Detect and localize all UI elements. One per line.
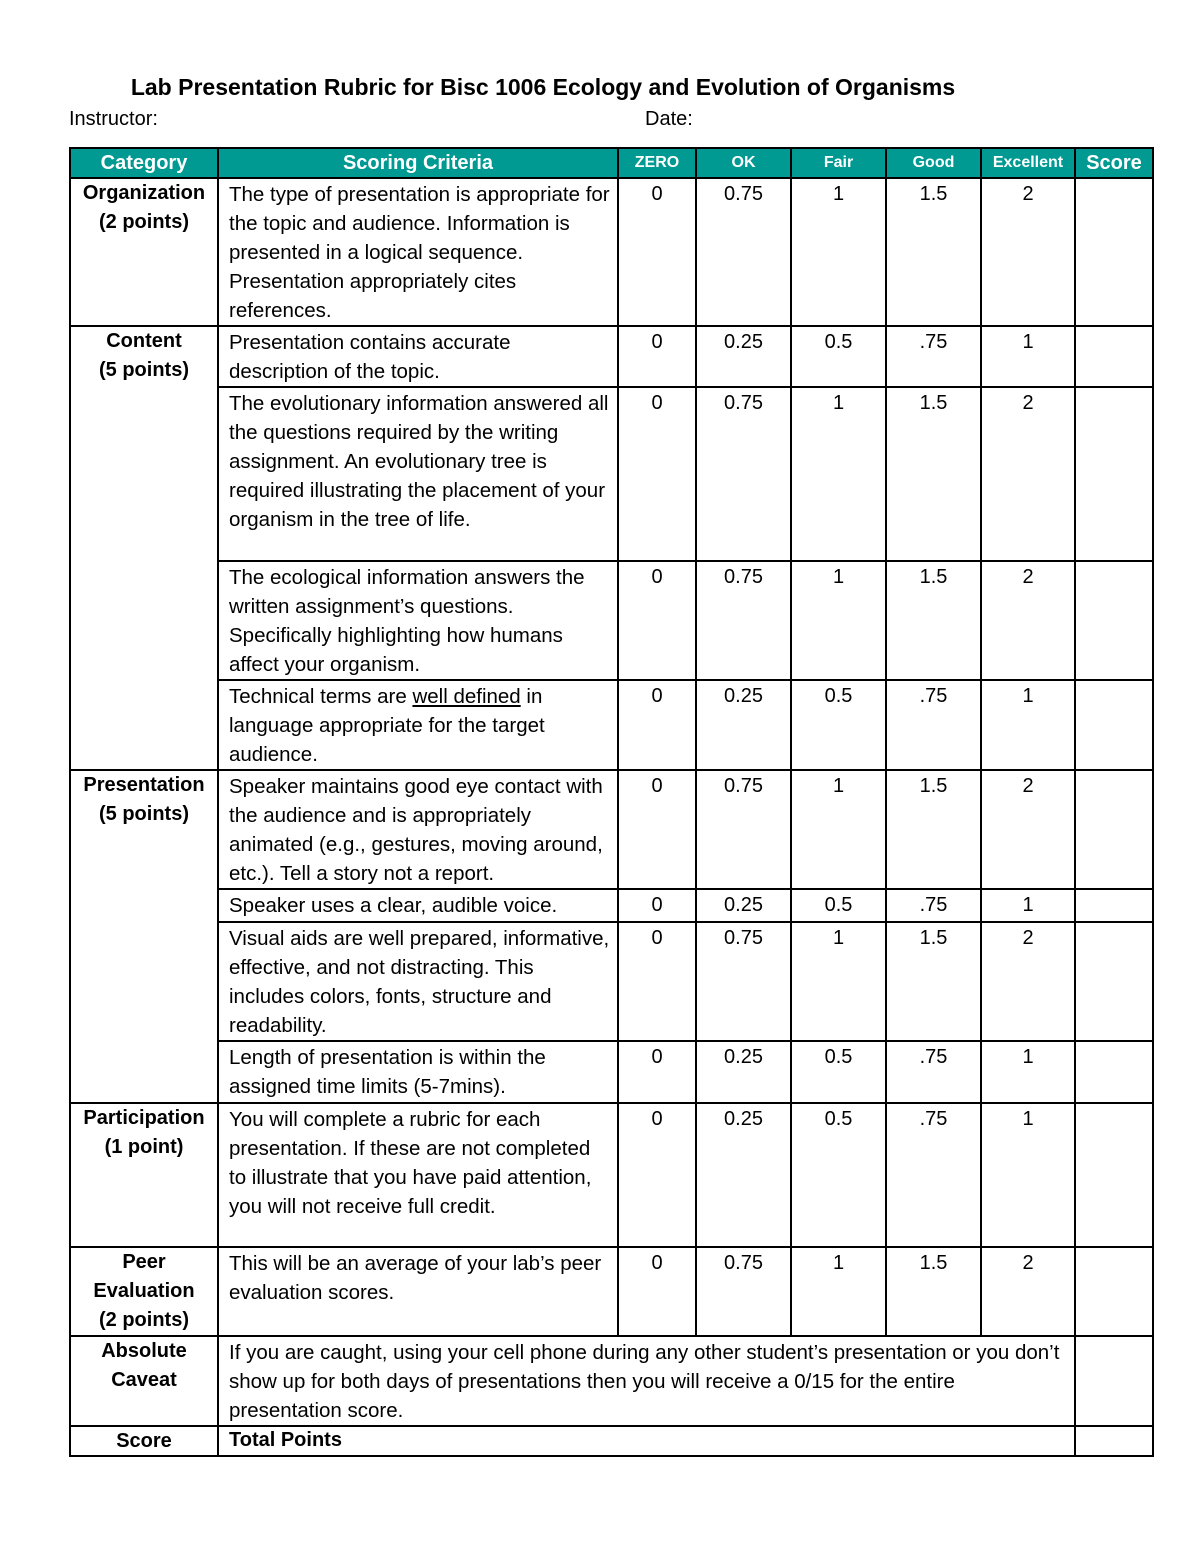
table-row [70,1041,1153,1103]
table-row [70,922,1153,1041]
good-value: 1.5 [886,922,981,1041]
category-name: Organization [82,182,206,204]
score-cell[interactable] [1075,387,1153,561]
zero-value: 0 [618,387,696,561]
col-good: Good [886,148,981,178]
col-excellent: Excellent [981,148,1075,178]
criteria-cell [218,680,618,770]
score-cell[interactable] [1075,680,1153,770]
category-name: Peer [122,1251,166,1273]
header-row [70,148,1153,178]
excellent-value: 1 [981,889,1075,922]
criteria-cell: Speaker maintains good eye contact with the audience and is appropriately animated (e.g., gestures, moving around, etc.). Tell a story not a report. [218,770,618,889]
table-row [70,1426,1153,1456]
good-value: .75 [886,326,981,387]
criteria-cell: You will complete a rubric for each presentation. If these are not completed to illustrate that you have paid attention, you will not receive full credit. [218,1103,618,1247]
category-points: (5 points) [99,803,189,825]
criteria-text: Technical terms are [229,685,413,708]
fair-value: 1 [791,770,886,889]
category-points: (2 points) [99,211,189,233]
ok-value: 0.75 [696,561,791,680]
ok-value: 0.75 [696,387,791,561]
excellent-value: 2 [981,387,1075,561]
zero-value: 0 [618,1247,696,1336]
ok-value: 0.25 [696,1103,791,1247]
category-points: (1 point) [104,1136,184,1158]
ok-value: 0.75 [696,770,791,889]
rubric-table [69,147,1154,1457]
score-cell[interactable] [1075,1041,1153,1103]
criteria-cell: Visual aids are well prepared, informative, effective, and not distracting. This includes colors, fonts, structure and readability. [218,922,618,1041]
col-category: Category [70,148,218,178]
total-points-label: Total Points [218,1426,1075,1456]
zero-value: 0 [618,770,696,889]
score-cell[interactable] [1075,561,1153,680]
category-name: Presentation [83,774,205,796]
zero-value: 0 [618,561,696,680]
ok-value: 0.25 [696,326,791,387]
fair-value: 1 [791,922,886,1041]
fair-value: 0.5 [791,680,886,770]
col-score: Score [1075,148,1153,178]
excellent-value: 2 [981,561,1075,680]
ok-value: 0.75 [696,1247,791,1336]
good-value: .75 [886,1041,981,1103]
category-peer-evaluation [70,1247,218,1336]
table-row [70,680,1153,770]
date-label: Date: [645,108,693,130]
fair-value: 0.5 [791,1041,886,1103]
excellent-value: 1 [981,326,1075,387]
score-cell[interactable] [1075,770,1153,889]
fair-value: 1 [791,561,886,680]
table-row [70,178,1153,326]
ok-value: 0.75 [696,178,791,326]
instructor-label: Instructor: [69,108,158,130]
criteria-cell: The type of presentation is appropriate for the topic and audience. Information is presented in a logical sequence. Presentation appropriately cites references. [218,178,618,326]
excellent-value: 1 [981,1041,1075,1103]
category-points: (5 points) [99,359,189,381]
zero-value: 0 [618,889,696,922]
good-value: 1.5 [886,561,981,680]
good-value: .75 [886,680,981,770]
score-cell[interactable] [1075,178,1153,326]
excellent-value: 2 [981,1247,1075,1336]
score-cell[interactable] [1075,1247,1153,1336]
zero-value: 0 [618,922,696,1041]
category-presentation [70,770,218,1103]
criteria-cell: Length of presentation is within the assigned time limits (5-7mins). [218,1041,618,1103]
category-name: Content [106,330,182,352]
good-value: 1.5 [886,178,981,326]
zero-value: 0 [618,326,696,387]
category-name: Evaluation [93,1280,195,1302]
zero-value: 0 [618,178,696,326]
fair-value: 0.5 [791,1103,886,1247]
table-row [70,1336,1153,1426]
criteria-cell: This will be an average of your lab’s peer evaluation scores. [218,1247,618,1336]
category-absolute-caveat [70,1336,218,1426]
zero-value: 0 [618,1103,696,1247]
table-row [70,1103,1153,1247]
category-name: Absolute [101,1340,187,1362]
table-row [70,561,1153,680]
col-ok: OK [696,148,791,178]
ok-value: 0.25 [696,1041,791,1103]
fair-value: 1 [791,387,886,561]
criteria-text: in language appropriate for the target audience. [229,685,545,766]
fair-value: 0.5 [791,889,886,922]
good-value: 1.5 [886,387,981,561]
table-row [70,387,1153,561]
criteria-cell: The evolutionary information answered all the questions required by the writing assignment. An evolutionary tree is required illustrating the placement of your organism in the tree of life. [218,387,618,561]
ok-value: 0.25 [696,889,791,922]
category-name: Caveat [111,1369,177,1391]
underlined-term: well defined [412,685,521,708]
table-row [70,326,1153,387]
good-value: 1.5 [886,770,981,889]
page-title: Lab Presentation Rubric for Bisc 1006 Ecology and Evolution of Organisms [130,74,956,100]
fair-value: 0.5 [791,326,886,387]
caveat-text: If you are caught, using your cell phone during any other student’s presentation or you don’t show up for both days of presentations then you will receive a 0/15 for the entire presentation score. [218,1336,1075,1426]
criteria-cell: Presentation contains accurate description of the topic. [218,326,618,387]
zero-value: 0 [618,680,696,770]
good-value: 1.5 [886,1247,981,1336]
table-row [70,889,1153,922]
table-row [70,770,1153,889]
criteria-cell: Speaker uses a clear, audible voice. [218,889,618,922]
fair-value: 1 [791,1247,886,1336]
good-value: .75 [886,889,981,922]
score-cell[interactable] [1075,326,1153,387]
ok-value: 0.75 [696,922,791,1041]
col-fair: Fair [791,148,886,178]
category-participation [70,1103,218,1247]
criteria-cell: The ecological information answers the written assignment’s questions. Specifically highlighting how humans affect your organism. [218,561,618,680]
score-cell[interactable] [1075,889,1153,922]
ok-value: 0.25 [696,680,791,770]
score-cell[interactable] [1075,1336,1153,1426]
excellent-value: 2 [981,922,1075,1041]
excellent-value: 2 [981,770,1075,889]
category-name: Participation [83,1107,205,1129]
score-cell[interactable] [1075,1103,1153,1247]
category-points: (2 points) [99,1309,189,1331]
score-label: Score [70,1426,218,1456]
col-zero: ZERO [618,148,696,178]
excellent-value: 1 [981,1103,1075,1247]
score-cell[interactable] [1075,922,1153,1041]
good-value: .75 [886,1103,981,1247]
total-score-cell[interactable] [1075,1426,1153,1456]
zero-value: 0 [618,1041,696,1103]
table-row [70,1247,1153,1336]
col-criteria: Scoring Criteria [218,148,618,178]
category-content [70,326,218,770]
excellent-value: 1 [981,680,1075,770]
category-organization [70,178,218,326]
excellent-value: 2 [981,178,1075,326]
fair-value: 1 [791,178,886,326]
